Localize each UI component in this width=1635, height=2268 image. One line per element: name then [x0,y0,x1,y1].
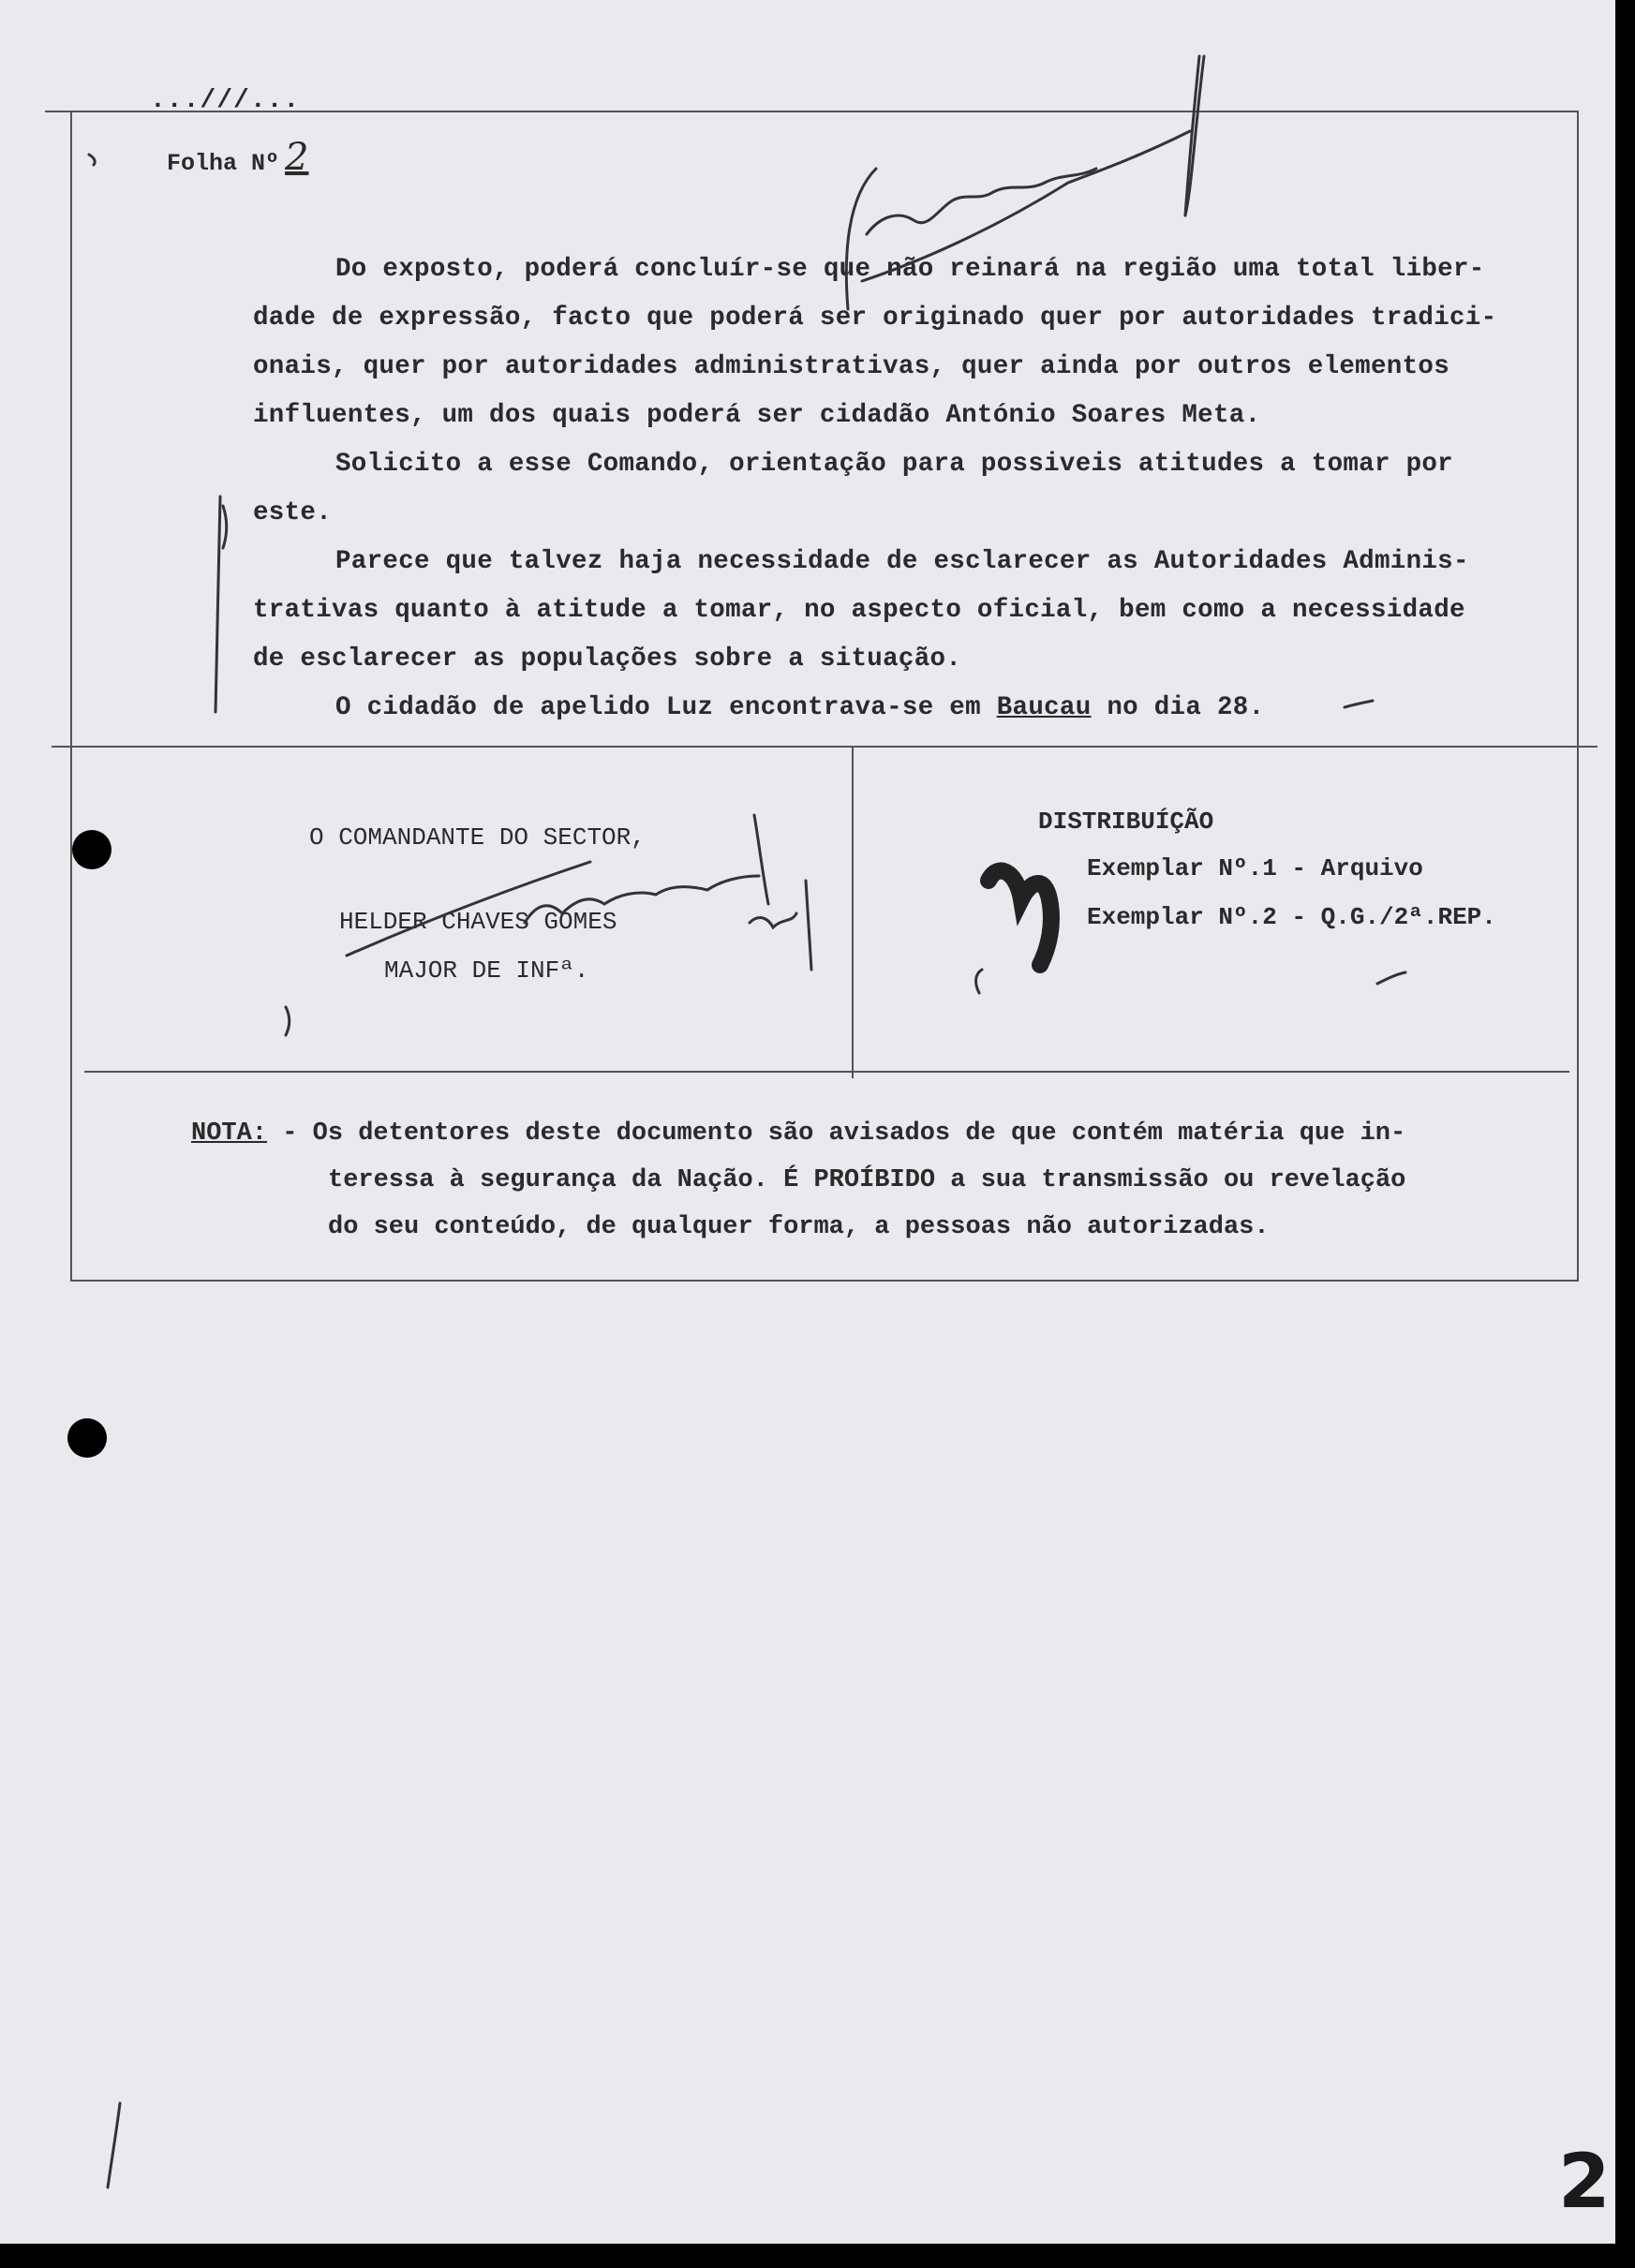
signature-block [309,813,646,995]
nota-text: - Os detentores deste documento são avisados de que contém matéria que in- [267,1119,1406,1148]
nota-divider [84,1071,1569,1073]
line: de esclarecer as populações sobre a situação. [253,645,962,674]
nota-line: teressa à segurança da Nação. É PROÍBIDO a sua transmissão ou revelação [328,1166,1406,1194]
frame-line-left [70,111,72,1282]
paragraph-4 [253,684,1583,733]
sheet-number-value: 2 [285,136,309,179]
line: dade de expressão, facto que poderá ser originado quer por autoridades tradici- [253,304,1497,333]
frame-line-bottom [70,1280,1579,1282]
paragraph-2 [253,440,1583,538]
punch-hole [72,830,111,869]
line: Parece que talvez haja necessidade de esclarecer as Autoridades Adminis- [335,547,1469,576]
annotation-check [1185,56,1204,215]
commander-rank: MAJOR DE INFª. [384,956,589,985]
p4-before: O cidadão de apelido Luz encontrava-se em [335,693,997,722]
commander-name: HELDER CHAVES GOMES [339,908,617,936]
line: onais, quer por autoridades administrativas, quer ainda por outros elementos [253,352,1450,381]
distribution-initials [988,871,1051,965]
sheet-label: Folha Nº [167,150,280,177]
line: este. [253,498,333,527]
distribution-item: Exemplar Nº.1 - Arquivo [1087,854,1423,882]
reference-mark: ...///... [150,86,301,115]
line: influentes, um dos quais poderá ser cidadão António Soares Meta. [253,401,1261,430]
paragraph-3 [253,538,1583,684]
nota-line: do seu conteúdo, de qualquer forma, a pessoas não autorizadas. [328,1213,1270,1241]
nota-label: NOTA: [191,1119,268,1148]
line: Do exposto, poderá concluír-se que não reinará na região uma total liber- [335,255,1485,284]
nota-line [191,1110,1405,1157]
commander-title: O COMANDANTE DO SECTOR, [309,823,646,852]
sheet-number [167,136,308,179]
distribution-item: Exemplar Nº.2 - Q.G./2ª.REP. [1087,903,1496,931]
p4-after: no dia 28. [1091,693,1265,722]
margin-stroke [216,497,220,712]
body-text [253,245,1583,733]
handwritten-page-number: 2 [1558,2138,1611,2225]
column-divider [852,748,854,1078]
punch-hole [67,1418,107,1458]
section-divider [52,746,1598,748]
nota-block [191,1110,1405,1251]
line: trativas quanto à atitude a tomar, no aspecto oficial, bem como a necessidade [253,596,1465,625]
distribution-title: DISTRIBUÍÇÃO [1038,808,1214,836]
paragraph-1 [253,245,1583,440]
line: Solicito a esse Comando, orientação para possiveis atitudes a tomar por [335,450,1453,479]
place-name: Baucau [996,693,1092,722]
